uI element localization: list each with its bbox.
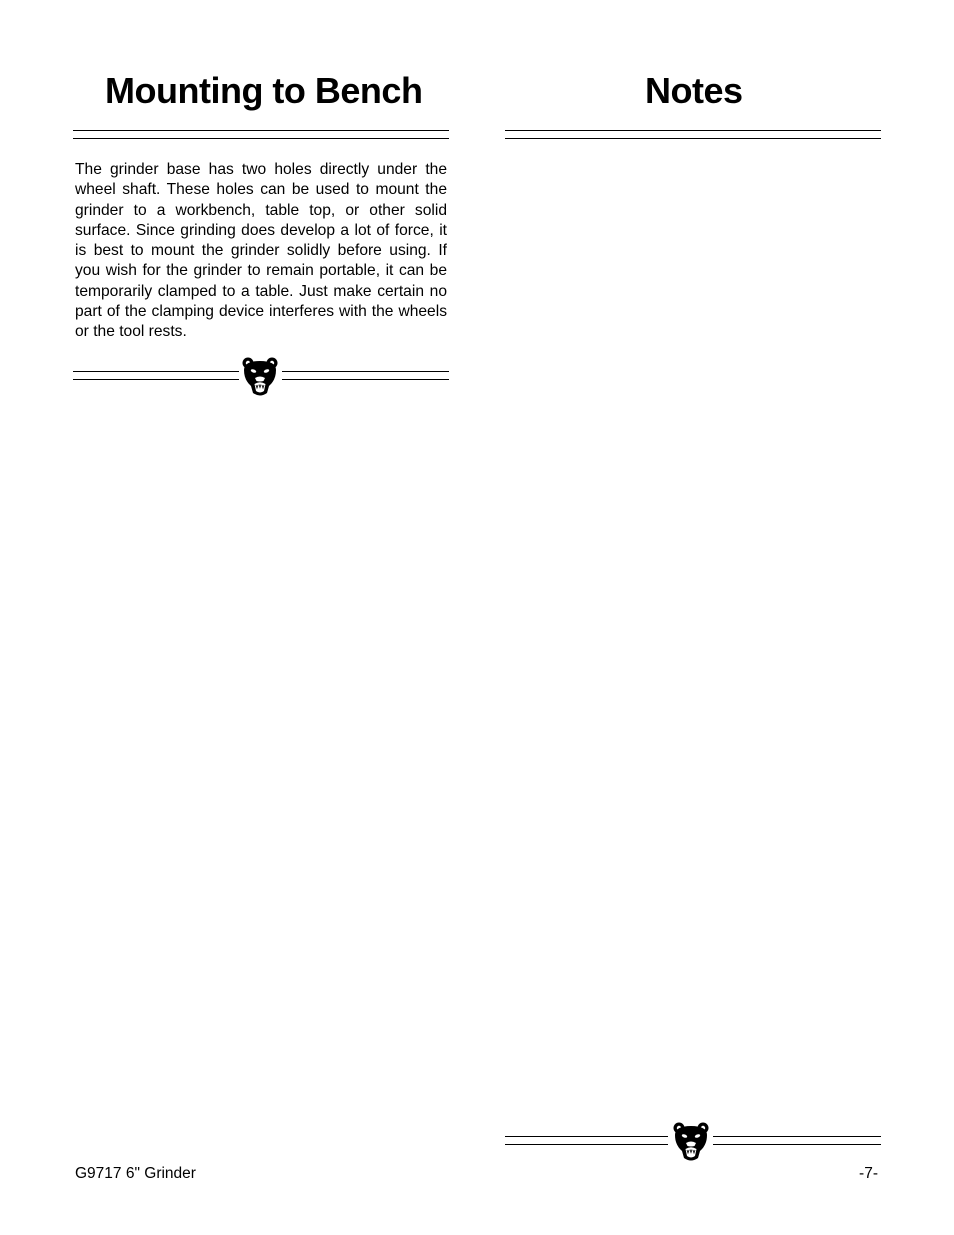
page-end-divider-right — [713, 1136, 881, 1145]
bear-head-icon — [241, 356, 279, 398]
mounting-instructions: The grinder base has two holes directly under the wheel shaft. These holes can be used to mount the grinder to a workbench, table top, or other solid surface. Since grinding does develop a lot of force, it is best to mount the grinder solidly before using. If you wish for the grinder to remain portable, it can be temporarily clamped to a table. Just make certain no part of the clamping device interferes with the wheels or the tool rests. — [75, 161, 447, 341]
section-end-divider-right — [282, 371, 449, 380]
section-title-notes: Notes — [645, 70, 743, 111]
section-end-divider-left — [73, 371, 239, 380]
footer-model: G9717 6" Grinder — [75, 1165, 196, 1182]
title-divider-left — [73, 130, 449, 139]
title-divider-right — [505, 130, 881, 139]
section-title-mounting: Mounting to Bench — [105, 70, 423, 111]
footer-page-number: -7- — [859, 1165, 878, 1182]
bear-head-icon — [672, 1121, 710, 1163]
page-end-divider-left — [505, 1136, 668, 1145]
